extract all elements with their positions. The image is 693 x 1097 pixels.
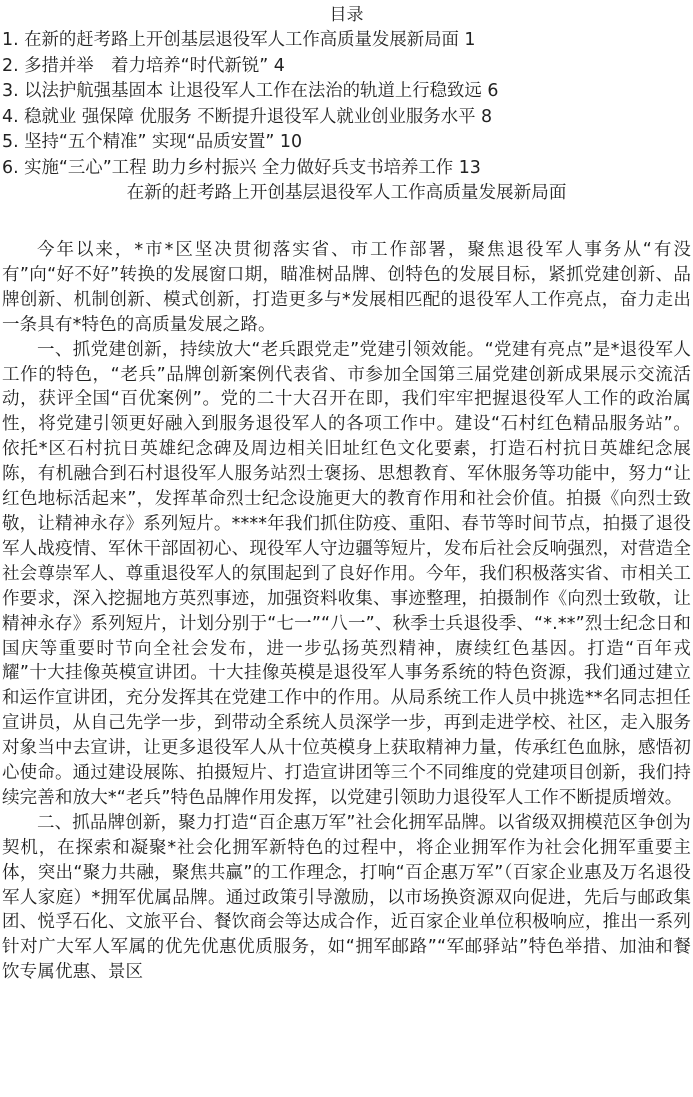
toc-title: 目录 xyxy=(329,5,364,25)
table-of-contents xyxy=(2,28,692,181)
body-paragraph: 今年以来，*市*区坚决贯彻落实省、市工作部署，聚焦退役军人事务从“有没有”向“好不好”转换的发展窗口期，瞄准树品牌、创特色的发展目标，紧抓党建创新、品牌创新、机制创新、模式创新，打造更多与*发展相匹配的退役军人工作亮点，奋力走出一条具有*特色的高质量发展之路。 xyxy=(2,240,691,335)
toc-item[interactable]: 3. 以法护航强基固本 让退役军人工作在法治的轨道上行稳致远 6 xyxy=(2,81,499,101)
toc-item[interactable]: 4. 稳就业 强保障 优服务 不断提升退役军人就业创业服务水平 8 xyxy=(2,106,493,127)
toc-item[interactable]: 5. 坚持“五个精准” 实现“品质安置” 10 xyxy=(2,132,303,152)
document-body xyxy=(2,238,691,985)
document-title: 在新的赶考路上开创基层退役军人工作高质量发展新局面 xyxy=(126,183,567,203)
body-paragraph: 二、抓品牌创新，聚力打造“百企惠万军”社会化拥军品牌。以省级双拥模范区争创为契机，在探索和凝聚*社会化拥军新特色的过程中，将企业拥军作为社会化拥军重要主体，突出“聚力共融，聚焦共赢”的工作理念，打响“百企惠万军”（百家企业惠及万名退役军人家庭）*拥军优属品牌。通过政策引导激励，以市场换资源双向促进，先后与邮政集团、悦孚石化、文旅平台、餐饮商会等达成合作，近百家企业单位积极响应，推出一系列针对广大军人军属的优先优惠优质服务，如“拥军邮路”“军邮驿站”特色举措、加油和餐饮专属优惠、景区 xyxy=(2,812,691,983)
body-paragraph: 一、抓党建创新，持续放大“老兵跟党走”党建引领效能。“党建有亮点”是*退役军人工作的特色，“老兵”品牌创新案例代表省、市参加全国第三届党建创新成果展示交流活动，获评全国“百优案例”。党的二十大召开在即，我们牢牢把握退役军人工作的政治属性，将党建引领更好融入到服务退役军人的各项工作中。建设“石村红色精品服务站”。依托*区石村抗日英雄纪念碑及周边相关旧址红色文化要素，打造石村抗日英雄纪念展陈，有机融合到石村退役军人服务站烈士褒扬、思想教育、军休服务等功能中，努力“让红色地标活起来”，发挥革命烈士纪念设施更大的教育作用和社会价值。拍摄《向烈士致敬，让精神永存》系列短片。****年我们抓住防疫、重阳、春节等时间节点，拍摄了退役军人战疫情、军休干部固初心、现役军人守边疆等短片，发布后社会反响强烈，对营造全社会尊崇军人、尊重退役军人的氛围起到了良好作用。今年，我们积极落实省、市相关工作要求，深入挖掘地方英烈事迹，加强资料收集、事迹整理，拍摄制作《向烈士致敬，让精神永存》系列短片，计划分别于“七一”“八一”、秋季士兵退役季、“*.**”烈士纪念日和国庆等重要时节向全社会发布，进一步弘扬英烈精神，赓续红色基因。打造“百年戎耀”十大挂像英模宣讲团。十大挂像英模是退役军人事务系统的特色资源，我们通过建立和运作宣讲团，充分发挥其在党建工作中的作用。从局系统工作人员中挑选**名同志担任宣讲员，从自己先学一步，到带动全系统人员深学一步，再到走进学校、社区，走入服务对象当中去宣讲，让更多退役军人从十位英模身上获取精神力量，传承红色血脉，感悟初心使命。通过建设展陈、拍摄短片、打造宣讲团等三个不同维度的党建项目创新，我们持续完善和放大*“老兵”特色品牌作用发挥，以党建引领助力退役军人工作不断提质增效。 xyxy=(2,339,691,808)
toc-item[interactable]: 2. 多措并举 着力培养“时代新锐” 4 xyxy=(2,55,285,76)
toc-item[interactable]: 6. 实施“三心”工程 助力乡村振兴 全力做好兵支书培养工作 13 xyxy=(2,157,481,178)
toc-item[interactable]: 1. 在新的赶考路上开创基层退役军人工作高质量发展新局面 1 xyxy=(2,30,476,50)
